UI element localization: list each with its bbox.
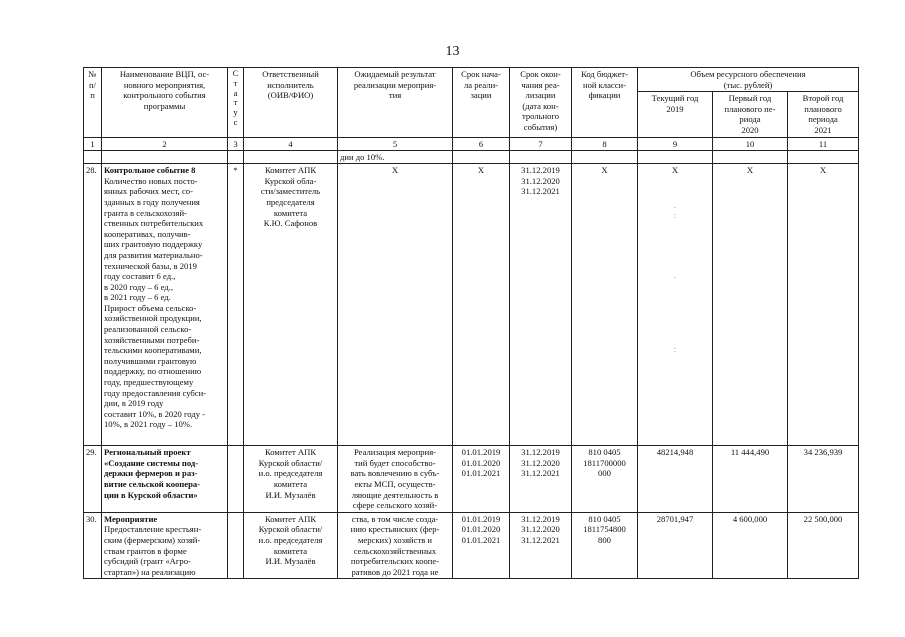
col-number: 7 xyxy=(510,137,572,150)
col-number: 11 xyxy=(788,137,859,150)
row-title: Региональный проект «Создание системы под- держки фермеров и раз- витие сельской коопера- ции в Курской области» xyxy=(102,446,228,513)
row-executor: Комитет АПК Курской области/ и.о. председателя комитета И.И. Музалёв xyxy=(244,446,338,513)
row-value-2021: 22 500,000 xyxy=(788,512,859,579)
table-row xyxy=(84,446,859,513)
row-number: 30. xyxy=(84,512,102,579)
row-start: 01.01.2019 01.01.2020 01.01.2021 xyxy=(453,446,510,513)
row-result: Х xyxy=(338,164,453,446)
row-status xyxy=(228,512,244,579)
header-executor: Ответственный исполнитель (ОИВ/ФИО) xyxy=(244,68,338,138)
carryover-text: дии до 10%. xyxy=(338,150,453,164)
value-text: Х xyxy=(671,165,679,176)
row-name xyxy=(102,164,228,446)
header-num: № п/ п xyxy=(84,68,102,138)
row-description: Предоставление крестьян- ским (фермерским) хозяй- ствам грантов в форме субсидий (грант «Агро- стартап») на реализацию xyxy=(104,524,202,577)
col-number: 1 xyxy=(84,137,102,150)
row-budget-code: Х xyxy=(572,164,638,446)
col-number: 10 xyxy=(713,137,788,150)
row-title: Контрольное событие 8 xyxy=(104,165,196,176)
row-value-2021: Х xyxy=(788,164,859,446)
row-description: Количество новых посто- янных рабочих мест, со- зданных в году получения гранта в сельскохозяй- ственных потребительских кооперативах, получив- ших грантовую поддержку для развития материально- технической базы, в 2019 году составит 6 ед., в 2020 году – 6 ед., в 2021 году – 6 ед. Прирост объема сельско- хозяйственной продукции, реализованной сельско- хозяйственными потреби- тельскими кооперативами, получившими грантовую поддержку, по отношению году, предшествующему году предоставления субси- дии, в 2019 году составит 10%, в 2020 году - 10%, в 2021 году – 10%. xyxy=(104,175,207,430)
row-status xyxy=(228,446,244,513)
row-number: 28. xyxy=(84,164,102,446)
row-budget-code: 810 0405 1811700000 000 xyxy=(572,446,638,513)
row-number: 29. xyxy=(84,446,102,513)
row-value-2020: 4 600,000 xyxy=(713,512,788,579)
row-value-2019: Х . : . : xyxy=(638,164,713,446)
row-result: Реализация мероприя- тий будет способство- вать вовлечению в субъ- екты МСП, осуществ- ляющие деятельность в сфере сельского хозяй- xyxy=(338,446,453,513)
table-row xyxy=(84,164,859,446)
header-row xyxy=(84,68,859,92)
row-result: ства, в том числе созда- нию крестьянских (фер- мерских) хозяйств и сельскохозяйственных потребительских коопе- ративов до 2021 года не xyxy=(338,512,453,579)
header-first-year: Первый год планового пе- риода 2020 xyxy=(713,92,788,137)
row-end: 31.12.2019 31.12.2020 31.12.2021 xyxy=(510,164,572,446)
col-number: 4 xyxy=(244,137,338,150)
row-value-2020: 11 444,490 xyxy=(713,446,788,513)
row-executor: Комитет АПК Курской области/ и.о. председателя комитета И.И. Музалёв xyxy=(244,512,338,579)
row-budget-code: 810 0405 1811754800 800 xyxy=(572,512,638,579)
row-name xyxy=(102,512,228,579)
program-table xyxy=(83,67,859,579)
col-number: 2 xyxy=(102,137,228,150)
header-end: Срок окон- чания реа- лизации (дата кон- трольного события) xyxy=(510,68,572,138)
header-name: Наименование ВЦП, ос- новного мероприятия, контрольного события программы xyxy=(102,68,228,138)
row-value-2019: 28701,947 xyxy=(638,512,713,579)
row-end: 31.12.2019 31.12.2020 31.12.2021 xyxy=(510,446,572,513)
column-number-row xyxy=(84,137,859,150)
col-number: 9 xyxy=(638,137,713,150)
col-number: 8 xyxy=(572,137,638,150)
row-value-2020: Х xyxy=(713,164,788,446)
header-status: С т а т у с xyxy=(228,68,244,138)
row-executor: Комитет АПК Курской обла- сти/заместитель председателя комитета К.Ю. Сафонов xyxy=(244,164,338,446)
table-row xyxy=(84,512,859,579)
carryover-row xyxy=(84,150,859,164)
header-current-year: Текущий год 2019 xyxy=(638,92,713,137)
row-value-2019: 48214,948 xyxy=(638,446,713,513)
row-value-2021: 34 236,939 xyxy=(788,446,859,513)
header-result: Ожидаемый результат реализации мероприя- тия xyxy=(338,68,453,138)
row-title: Мероприятие xyxy=(104,513,158,524)
col-number: 5 xyxy=(338,137,453,150)
page-number: 13 xyxy=(445,44,460,59)
header-budget-code: Код бюджет- ной класси- фикации xyxy=(572,68,638,138)
col-number: 3 xyxy=(228,137,244,150)
row-end: 31.12.2019 31.12.2020 31.12.2021 xyxy=(510,512,572,579)
row-start: Х xyxy=(453,164,510,446)
row-start: 01.01.2019 01.01.2020 01.01.2021 xyxy=(453,512,510,579)
header-start: Срок нача- ла реали- зации xyxy=(453,68,510,138)
col-number: 6 xyxy=(453,137,510,150)
header-resources: Объем ресурсного обеспечения (тыс. рублей) xyxy=(638,68,859,92)
row-status: * xyxy=(228,164,244,446)
header-second-year: Второй год планового периода 2021 xyxy=(788,92,859,137)
